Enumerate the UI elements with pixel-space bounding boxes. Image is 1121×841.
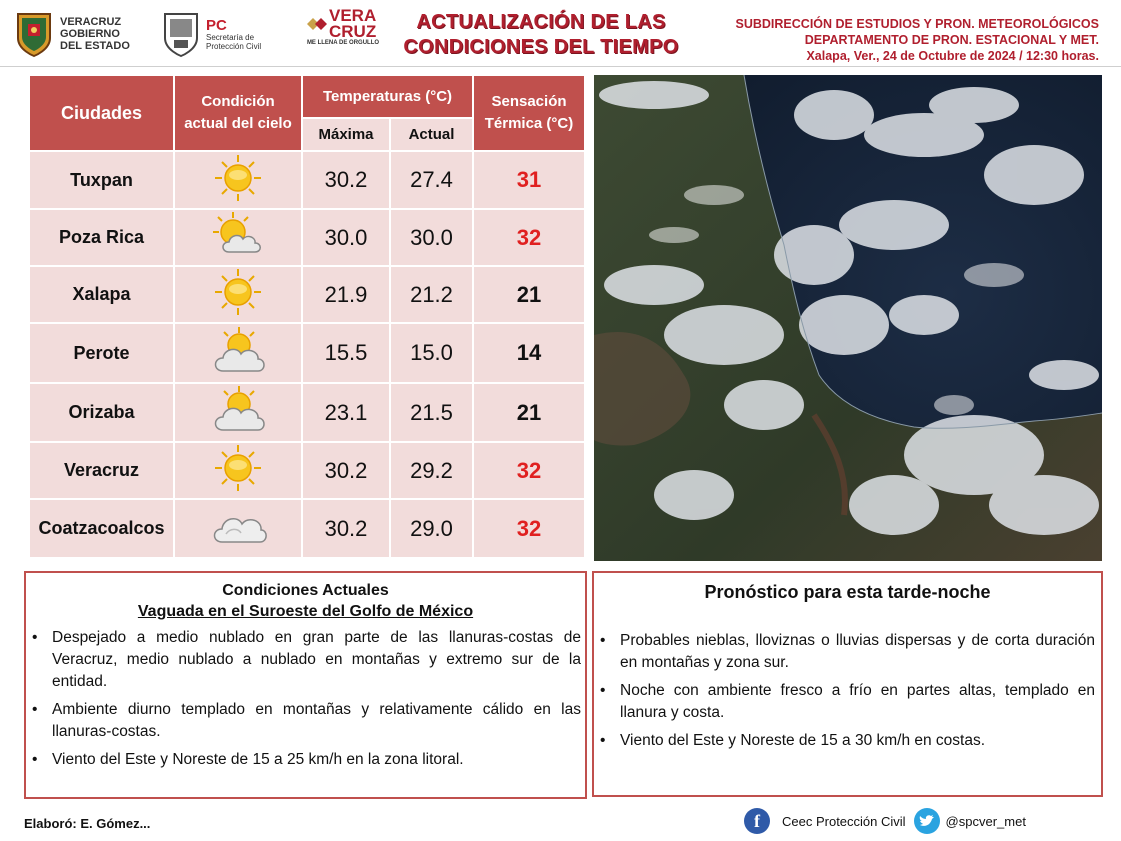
sky-cell — [175, 500, 301, 557]
header-divider — [0, 66, 1121, 67]
author-credit: Elaboró: E. Gómez... — [24, 816, 151, 831]
city-name: Coatzacoalcos — [30, 500, 173, 557]
partly-cloudy-icon — [209, 210, 267, 260]
actual-temp: 29.2 — [391, 443, 472, 498]
col-header-cities: Ciudades — [30, 76, 173, 150]
city-name: Veracruz — [30, 443, 173, 498]
current-conditions-list — [26, 627, 585, 771]
current-conditions-subtitle: Vaguada en el Suroeste del Golfo de México — [137, 603, 474, 620]
logo-line-1: VERACRUZ — [60, 16, 122, 28]
max-temp: 30.2 — [303, 500, 389, 557]
list-item: • Probables nieblas, lloviznas o lluvias dispersas y de corta duración en montañas y zona sur. — [620, 630, 1095, 674]
forecast-panel — [592, 571, 1103, 797]
max-temp: 21.9 — [303, 267, 389, 322]
mostly-cloudy-icon — [209, 325, 267, 377]
sensation-temp: 14 — [474, 324, 584, 382]
city-name: Orizaba — [30, 384, 173, 441]
actual-temp: 15.0 — [391, 324, 472, 382]
table-row — [30, 210, 584, 265]
pc-name: PC — [206, 16, 227, 34]
veracruz-government-logo — [14, 6, 149, 62]
table-row — [30, 443, 584, 498]
list-item: • Viento del Este y Noreste de 15 a 25 km/h en la zona litoral. — [52, 749, 581, 771]
sensation-header-line-1: Sensación — [491, 93, 567, 110]
title-line-2: CONDICIONES DEL TIEMPO — [403, 36, 679, 58]
table-row — [30, 324, 584, 382]
max-temp: 30.2 — [303, 152, 389, 208]
list-item: • Noche con ambiente fresco a frío en partes altas, templado en llanura y costa. — [620, 680, 1095, 724]
condition-header-line-2: actual del cielo — [184, 115, 292, 132]
department-info — [669, 16, 1099, 64]
forecast-title: Pronóstico para esta tarde-noche — [704, 582, 991, 602]
cloudy-icon — [208, 504, 268, 548]
logo-line-2: GOBIERNO — [60, 28, 120, 40]
col-header-condition — [175, 76, 301, 150]
sky-cell — [175, 324, 301, 382]
satellite-map-icon — [594, 75, 1102, 561]
max-temp: 30.0 — [303, 210, 389, 265]
forecast-list — [594, 630, 1101, 752]
sensation-temp: 21 — [474, 384, 584, 441]
brand-line-2: CRUZ — [329, 22, 377, 41]
sensation-temp: 32 — [474, 210, 584, 265]
sensation-header-line-2: Térmica (°C) — [484, 115, 574, 132]
table-row — [30, 384, 584, 441]
city-name: Tuxpan — [30, 152, 173, 208]
satellite-image — [594, 75, 1102, 561]
veracruz-brand-logo — [303, 8, 383, 64]
sensation-temp: 31 — [474, 152, 584, 208]
sky-cell — [175, 152, 301, 208]
list-item: • Ambiente diurno templado en montañas y relativamente cálido en las llanuras-costas. — [52, 699, 581, 743]
twitter-link[interactable]: @spcver_met — [945, 813, 1026, 829]
brand-line-1: VERA — [329, 6, 377, 25]
mostly-cloudy-icon — [209, 384, 267, 436]
sky-cell — [175, 384, 301, 441]
dept-date-line: Xalapa, Ver., 24 de Octubre de 2024 / 12:30 horas. — [806, 49, 1099, 63]
dept-line-2: DEPARTAMENTO DE PRON. ESTACIONAL Y MET. — [804, 33, 1099, 47]
veracruz-shield-icon — [14, 10, 54, 58]
pc-line-2: Protección Civil — [206, 41, 262, 51]
list-item: • Viento del Este y Noreste de 15 a 30 km/h en costas. — [620, 730, 1095, 752]
dept-line-1: SUBDIRECCIÓN DE ESTUDIOS Y PRON. METEOROLÓGICOS — [735, 17, 1099, 31]
facebook-link[interactable]: Ceec Protección Civil — [782, 813, 906, 829]
facebook-icon[interactable]: f — [744, 808, 770, 834]
actual-temp: 27.4 — [391, 152, 472, 208]
table-row — [30, 152, 584, 208]
table-row — [30, 500, 584, 557]
condition-header-line-1: Condición — [201, 93, 275, 110]
col-header-actual: Actual — [391, 119, 472, 150]
current-conditions-title: Condiciones Actuales — [222, 582, 389, 599]
max-temp: 23.1 — [303, 384, 389, 441]
proteccion-civil-logo — [162, 6, 292, 62]
col-header-sensation — [474, 76, 584, 150]
actual-temp: 21.2 — [391, 267, 472, 322]
table-row — [30, 267, 584, 322]
max-temp: 30.2 — [303, 443, 389, 498]
city-name: Perote — [30, 324, 173, 382]
current-conditions-panel — [24, 571, 587, 799]
col-header-temperatures: Temperaturas (°C) — [303, 76, 472, 117]
sunny-icon — [210, 153, 266, 203]
sunny-icon — [210, 267, 266, 317]
sunny-icon — [210, 443, 266, 493]
brand-tagline: ME LLENA DE ORGULLO — [306, 40, 380, 46]
brand-pattern-icon — [305, 16, 329, 32]
pc-shield-icon — [162, 10, 200, 58]
twitter-icon[interactable] — [914, 808, 940, 834]
logo-line-3: DEL ESTADO — [60, 40, 130, 52]
sky-cell — [175, 443, 301, 498]
city-name: Poza Rica — [30, 210, 173, 265]
sensation-temp: 21 — [474, 267, 584, 322]
page-title — [386, 10, 696, 60]
title-line-1: ACTUALIZACIÓN DE LAS — [416, 11, 666, 33]
sky-cell — [175, 210, 301, 265]
weather-table — [28, 74, 586, 559]
actual-temp: 21.5 — [391, 384, 472, 441]
pc-line-1: Secretaría de — [206, 32, 255, 42]
sensation-temp: 32 — [474, 443, 584, 498]
sensation-temp: 32 — [474, 500, 584, 557]
sky-cell — [175, 267, 301, 322]
actual-temp: 29.0 — [391, 500, 472, 557]
max-temp: 15.5 — [303, 324, 389, 382]
city-name: Xalapa — [30, 267, 173, 322]
col-header-max: Máxima — [303, 119, 389, 150]
social-links — [744, 808, 1074, 834]
actual-temp: 30.0 — [391, 210, 472, 265]
list-item: • Despejado a medio nublado en gran parte de las llanuras-costas de Veracruz, medio nublado a nublado en montañas y extremo sur de la entidad. — [52, 627, 581, 693]
